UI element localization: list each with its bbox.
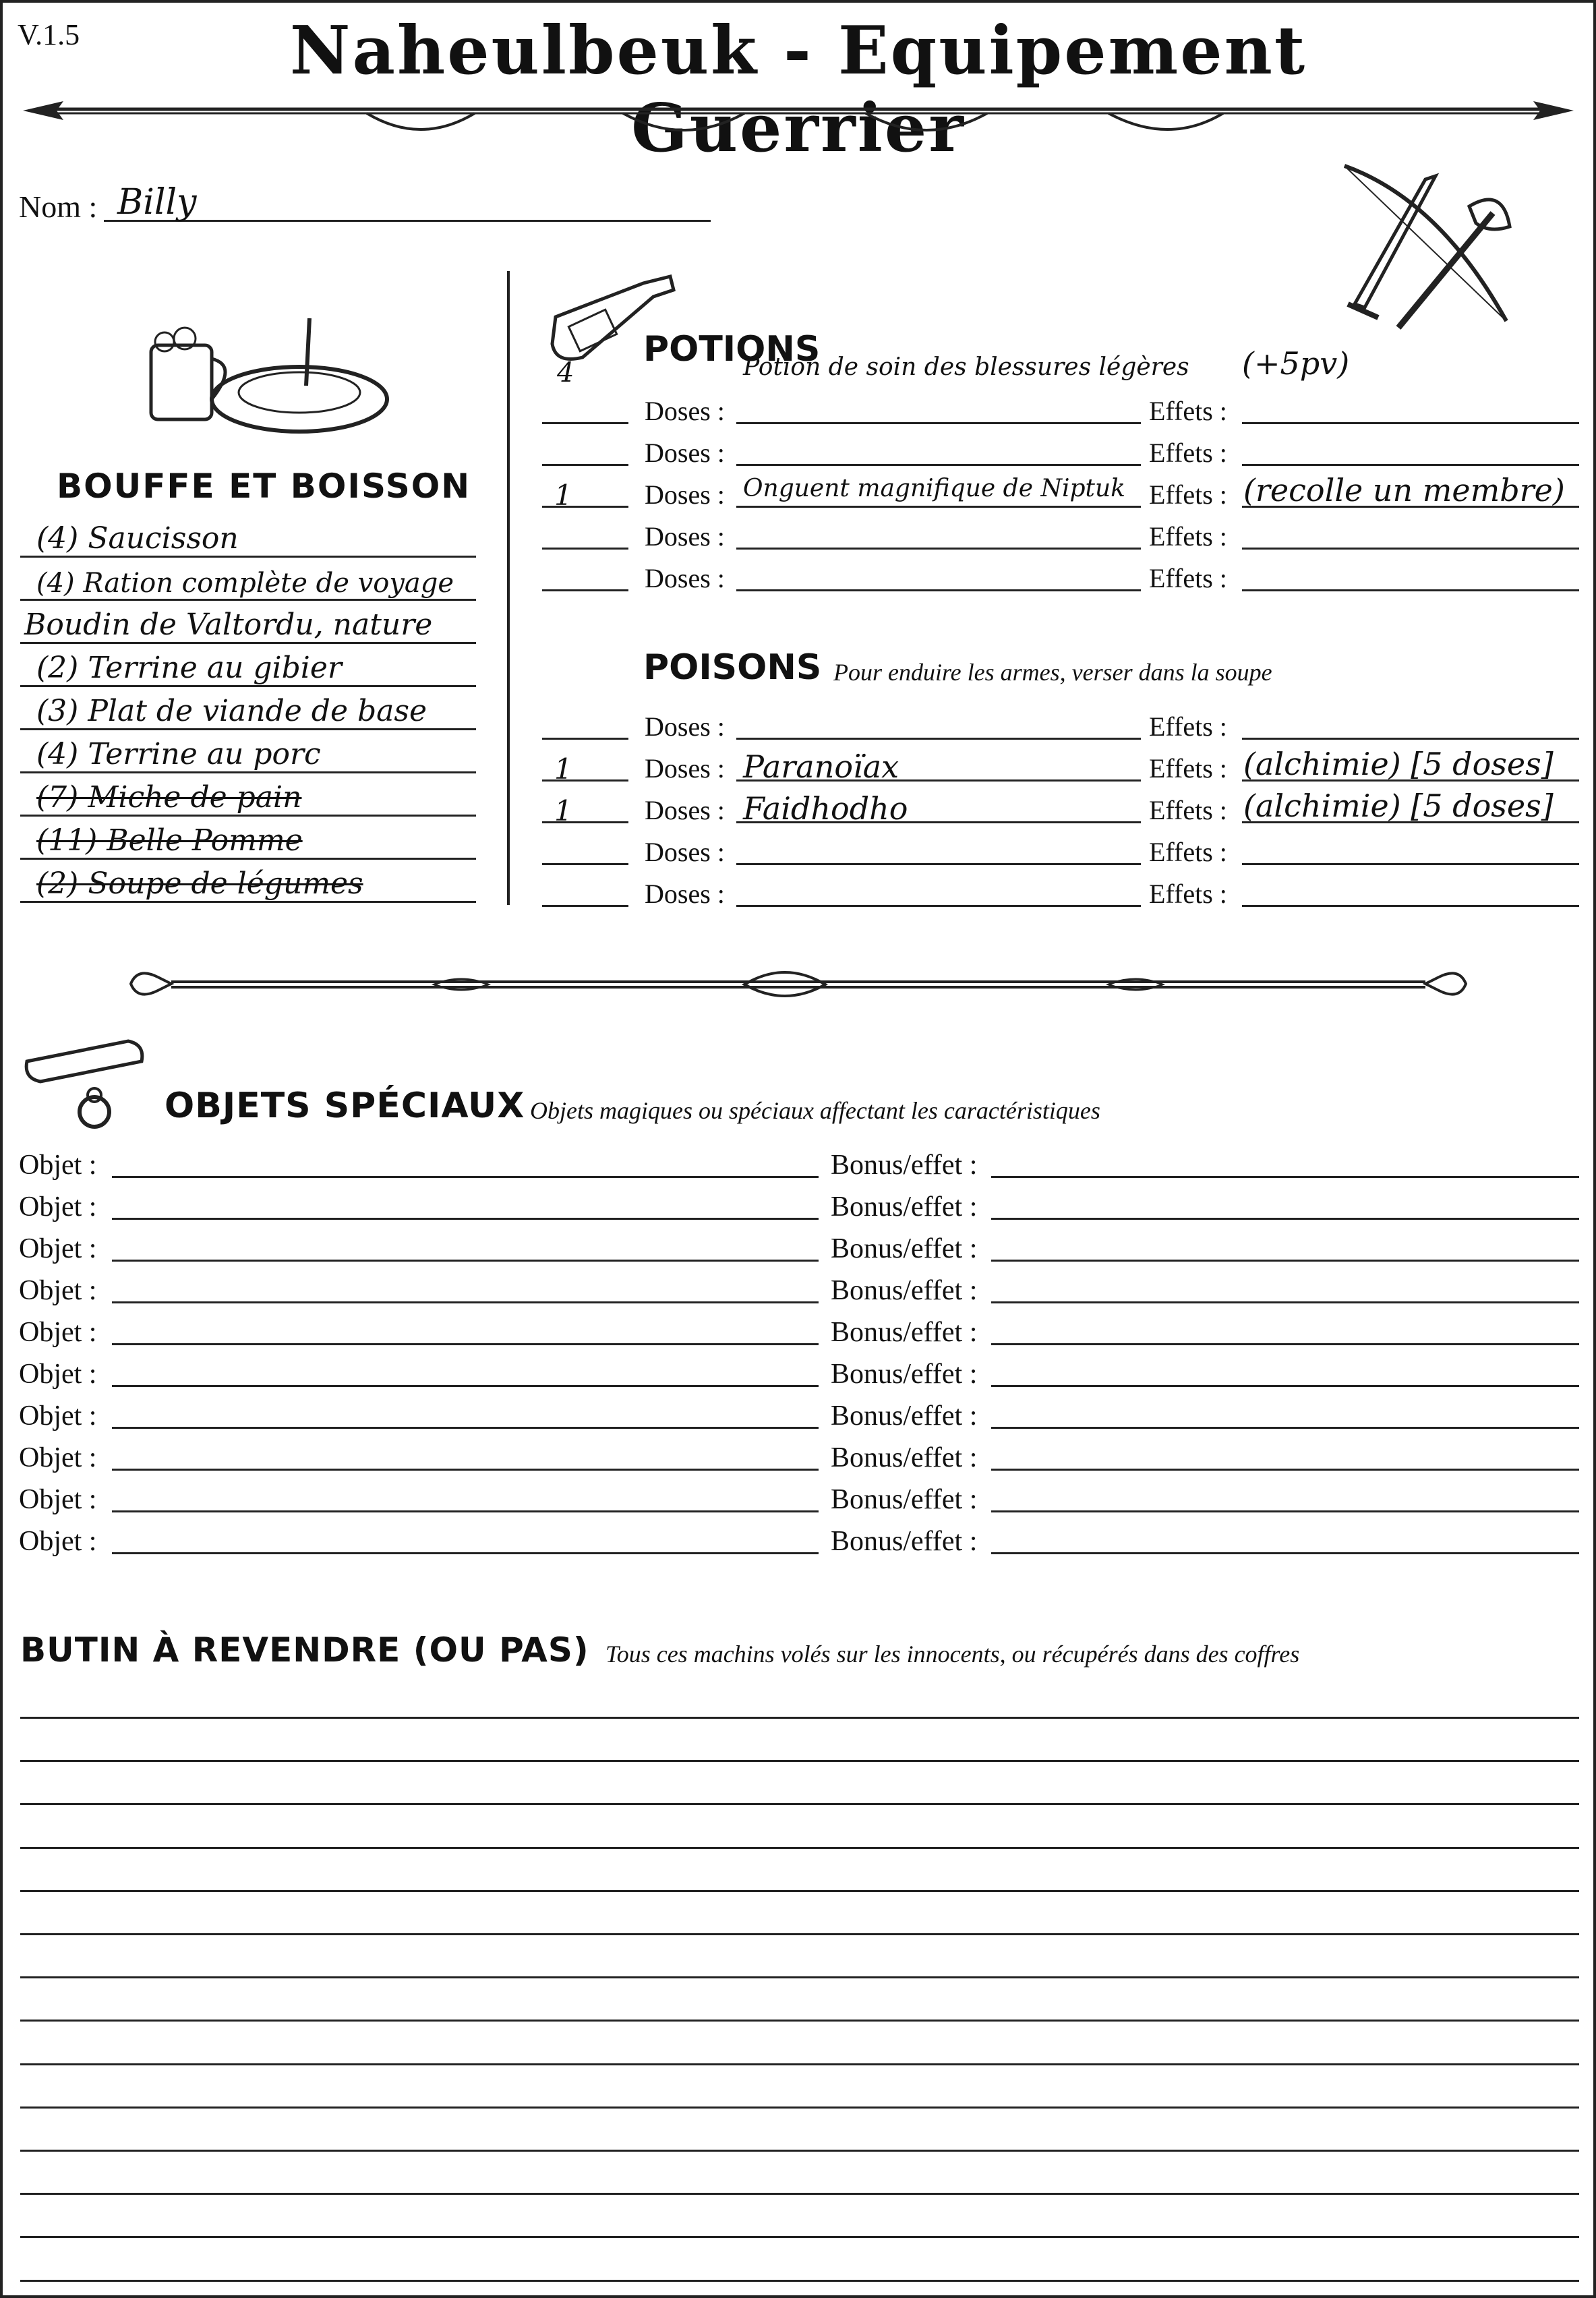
bonus-field[interactable] [991,1274,1579,1303]
poison-doses-value: Paranoïax [743,748,899,785]
loot-line[interactable] [20,1988,1579,2022]
effets-label: Effets : [1149,563,1227,593]
bonus-label: Bonus/effet : [831,1359,978,1390]
bonus-field[interactable] [991,1358,1579,1387]
special-row [3,1358,1596,1400]
version-label: V.1.5 [18,18,80,51]
loot-subtitle: Tous ces machins volés sur les innocents, ou récupérés dans des coffres [605,1641,1300,1668]
special-row [3,1233,1596,1274]
effets-label: Effets : [1149,396,1227,426]
objet-field[interactable] [112,1149,819,1178]
effets-label: Effets : [1149,521,1227,552]
loot-line[interactable] [20,2205,1579,2238]
special-row [3,1442,1596,1483]
loot-line[interactable] [20,1816,1579,1849]
poison-doses-field[interactable] [736,711,1141,740]
poisons-heading: POISONS [643,647,822,688]
potion-doses-value: Onguent magnifique de Niptuk [743,475,1125,502]
bonus-field[interactable] [991,1191,1579,1220]
objet-label: Objet : [19,1191,97,1222]
special-row [3,1400,1596,1442]
objet-field[interactable] [112,1274,819,1303]
potion-row [3,521,1596,562]
potions-heading: POTIONS [643,329,821,370]
special-row [3,1149,1596,1191]
potion-qty-field[interactable] [542,562,628,591]
objet-label: Objet : [19,1526,97,1557]
food-item-text: (3) Plat de viande de base [36,694,427,728]
special-subtitle: Objets magiques ou spéciaux affectant les caractéristiques [530,1097,1100,1124]
spear-divider-icon [16,85,1580,146]
food-item[interactable] [20,646,476,687]
poison-effets-field[interactable] [1242,836,1579,865]
potion-doses-field[interactable] [736,395,1141,424]
doses-label: Doses : [645,396,725,426]
doses-label: Doses : [645,879,725,909]
poison-qty-field[interactable] [542,836,628,865]
objet-field[interactable] [112,1191,819,1220]
potion-doses-field[interactable] [736,562,1141,591]
food-item-text: Boudin de Valtordu, nature [24,608,433,642]
loot-line[interactable] [20,2119,1579,2152]
doses-label: Doses : [645,521,725,552]
objet-field[interactable] [112,1233,819,1262]
objet-label: Objet : [19,1275,97,1306]
effets-label: Effets : [1149,753,1227,784]
doses-label: Doses : [645,837,725,867]
potion-effets-value: (recolle un membre) [1243,472,1565,508]
poison-effets-value: (alchimie) [5 doses] [1243,788,1554,824]
food-item-text: (2) Terrine au gibier [36,651,342,685]
food-item-text: (2) Soupe de légumes [36,866,363,901]
loot-heading: BUTIN À REVENDRE (OU PAS) [20,1630,589,1670]
effets-label: Effets : [1149,438,1227,468]
bonus-label: Bonus/effet : [831,1401,978,1432]
doses-label: Doses : [645,563,725,593]
doses-label: Doses : [645,711,725,742]
bonus-label: Bonus/effet : [831,1526,978,1557]
bonus-label: Bonus/effet : [831,1150,978,1181]
loot-line[interactable] [20,2032,1579,2065]
doses-label: Doses : [645,795,725,825]
poison-effets-field[interactable] [1242,711,1579,740]
bonus-field[interactable] [991,1400,1579,1429]
objet-label: Objet : [19,1442,97,1473]
bonus-label: Bonus/effet : [831,1317,978,1348]
potion-doses-field[interactable] [736,437,1141,466]
bonus-field[interactable] [991,1483,1579,1512]
poisons-subtitle: Pour enduire les armes, verser dans la soupe [833,659,1272,686]
poison-row [3,788,1596,836]
special-row [3,1191,1596,1233]
poison-row [3,878,1596,920]
bonus-field[interactable] [991,1442,1579,1471]
bonus-field[interactable] [991,1316,1579,1345]
loot-line[interactable] [20,1686,1579,1719]
potion-qty: 1 [554,479,572,512]
doses-label: Doses : [645,438,725,468]
poison-doses-field[interactable] [736,836,1141,865]
nom-label: Nom : [19,189,98,224]
effets-label: Effets : [1149,795,1227,825]
objet-field[interactable] [112,1358,819,1387]
effets-label: Effets : [1149,837,1227,867]
potion-effets-field[interactable] [1242,562,1579,591]
objet-field[interactable] [112,1483,819,1512]
potion-first-effect: (+5pv) [1242,345,1350,382]
potion-first-name: Potion de soin des blessures légères [743,353,1189,381]
bonus-label: Bonus/effet : [831,1191,978,1222]
potion-qty-field[interactable] [542,395,628,424]
special-row [3,1316,1596,1358]
scroll-ring-icon [20,1028,155,1136]
special-row [3,1525,1596,1567]
poison-qty: 1 [554,794,572,827]
potion-effets-field[interactable] [1242,395,1579,424]
effets-label: Effets : [1149,711,1227,742]
objet-field[interactable] [112,1442,819,1471]
special-row [3,1483,1596,1525]
staff-divider-icon [124,960,1473,1007]
bonus-field[interactable] [991,1233,1579,1262]
loot-line[interactable] [20,1729,1579,1762]
bonus-field[interactable] [991,1149,1579,1178]
poison-qty-field[interactable] [542,711,628,740]
objet-field[interactable] [112,1400,819,1429]
nom-value: Billy [117,182,197,223]
doses-label: Doses : [645,479,725,510]
objet-label: Objet : [19,1317,97,1348]
potion-qty-field[interactable] [542,521,628,550]
loot-line[interactable] [20,1945,1579,1978]
bonus-label: Bonus/effet : [831,1442,978,1473]
potion-row [3,562,1596,604]
loot-line[interactable] [20,2162,1579,2195]
potion-effets-field[interactable] [1242,521,1579,550]
potion-row [3,472,1596,521]
food-item-text: (4) Ration complète de voyage [36,568,454,599]
food-heading: BOUFFE ET BOISSON [57,467,471,506]
potion-row [3,395,1596,437]
potion-doses-field[interactable] [736,521,1141,550]
poison-effets-value: (alchimie) [5 doses] [1243,746,1554,782]
objet-label: Objet : [19,1359,97,1390]
objet-label: Objet : [19,1233,97,1264]
food-item-text: (11) Belle Pomme [36,823,303,858]
weapons-icon [1324,159,1527,341]
poison-doses-field[interactable] [736,878,1141,907]
potion-first-qty: 4 [557,357,574,388]
doses-label: Doses : [645,753,725,784]
potion-qty-field[interactable] [542,437,628,466]
objet-field[interactable] [112,1525,819,1554]
potion-effets-field[interactable] [1242,437,1579,466]
loot-line[interactable] [20,1859,1579,1892]
objet-label: Objet : [19,1150,97,1181]
objet-label: Objet : [19,1401,97,1432]
special-row [3,1274,1596,1316]
bonus-label: Bonus/effet : [831,1275,978,1306]
loot-line[interactable] [20,2075,1579,2109]
food-item-text: (4) Terrine au porc [36,737,321,771]
loot-line[interactable] [20,1902,1579,1935]
poison-effets-field[interactable] [1242,878,1579,907]
loot-line[interactable] [20,1772,1579,1805]
food-item-text: (4) Saucisson [36,521,239,556]
bonus-label: Bonus/effet : [831,1233,978,1264]
poison-qty: 1 [554,753,572,786]
objet-label: Objet : [19,1484,97,1515]
special-heading: OBJETS SPÉCIAUX [165,1086,525,1126]
bonus-label: Bonus/effet : [831,1484,978,1515]
page-title: Naheulbeuk - Equipement Guerrier [289,12,1307,167]
effets-label: Effets : [1149,479,1227,510]
poison-qty-field[interactable] [542,878,628,907]
bonus-field[interactable] [991,1525,1579,1554]
loot-line[interactable] [20,2249,1579,2282]
effets-label: Effets : [1149,879,1227,909]
food-item-text: (7) Miche de pain [36,780,302,815]
objet-field[interactable] [112,1316,819,1345]
food-item[interactable] [20,603,476,644]
poison-row [3,836,1596,878]
poison-doses-value: Faidhodho [743,790,908,827]
